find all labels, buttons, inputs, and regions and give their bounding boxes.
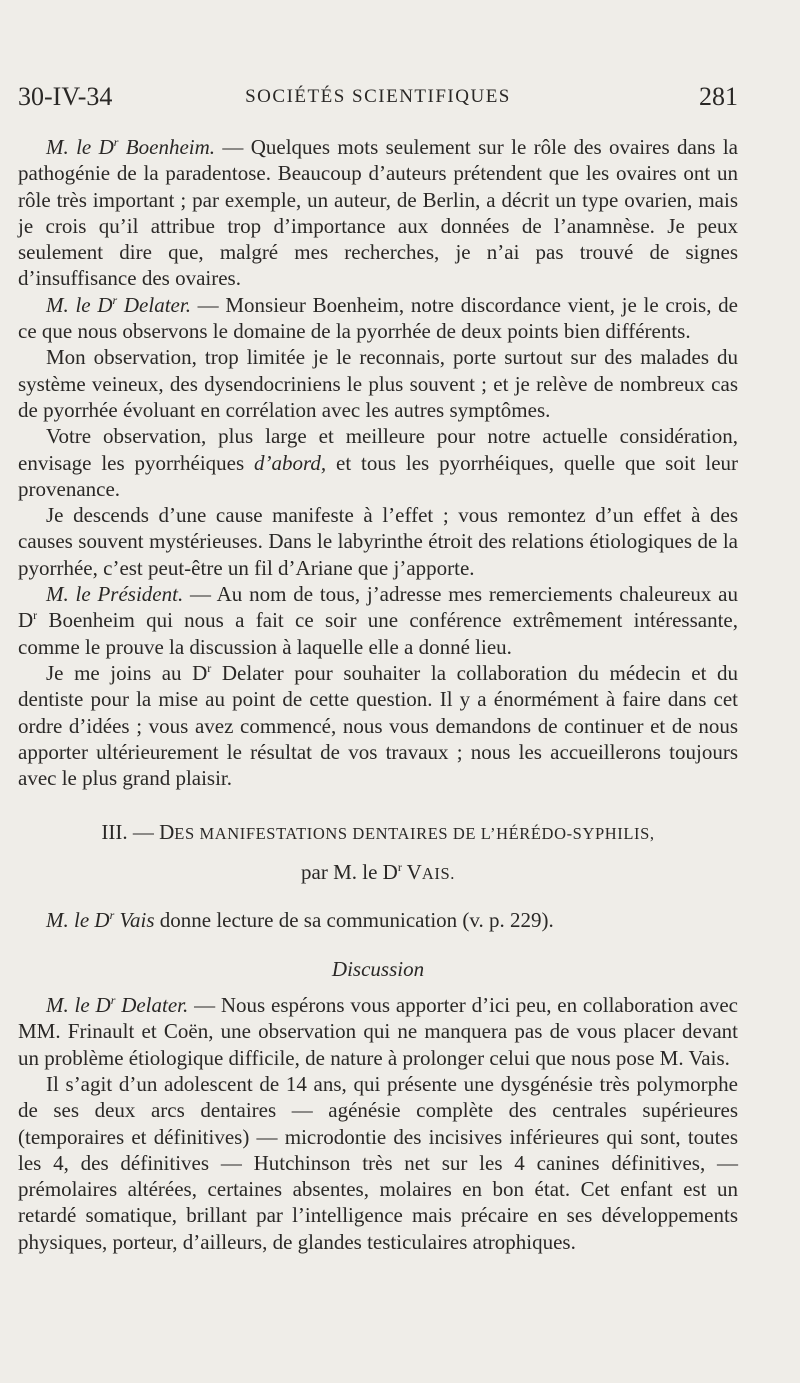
speaker-vais: M. le $D^r$ Vais [46,908,155,933]
page-body [18,134,738,1255]
paragraph-delater-reply: M. le $D^r$ Delater. — Monsieur Boenheim, notre discordance vient, je le crois, de ce que nous observons le domaine de la pyorrhée de deux points bien différents. [18,292,738,344]
speaker-delater: M. le $D^r$ Delater. [46,292,191,317]
paragraph-president: M. le Président. — Au nom de tous, j’adresse mes remerciements chaleureux au $D^r$ Boenheim qui nous a fait ce soir une conférence extrêmement intéressante, comme le prouve la discussion à laquelle elle a donné lieu. [18,582,738,659]
paragraph-votre-observation: Votre observation, plus large et meilleure pour notre actuelle considération, envisage les pyorrhéiques d’abord, et tous les pyorrhéiques, quelle que soit leur provenance. [18,424,739,501]
paragraph-adolescent: Il s’agit d’un adolescent de 14 ans, qui présente une dysgénésie très polymorphe de ses deux arcs dentaires — agénésie complète des centrales supérieures (temporaires et définitives) — microdontie des incisives inférieures qui sont, toutes les 4, des définitives — Hutchinson très net sur les 4 canines définitives, — prémolaires altérées, certaines absentes, molaires en bon état. Cet enfant est un retardé somatique, brillant par l’intelligence mais précaire en ses développements physiques, porteur, d’ailleurs, de glandes testiculaires atrophiques. [18,1071,738,1254]
page-number: 281 [699,82,738,111]
paragraph-boenheim: M. le $D^r$ Boenheim. — Quelques mots seulement sur le rôle des ovaires dans la pathogénie de la paradentose. Beaucoup d’auteurs prétendent que les ovaires ont un rôle très important ; par exemple, un auteur, de Berlin, a décrit un type ovarien, mais je crois qu’il attribue trop d’importance aux données de l’anamnèse. Je peux seulement dire que, malgré mes recherches, je n’ai pas trouvé de signes d’insuffisance des ovaires. [18,135,738,291]
running-header [18,82,738,116]
speaker-boenheim: M. le $D^r$ Boenheim. [46,135,216,159]
section-byline: par M. le $D^r$ VAIS. [301,860,455,885]
speaker-delater-2: M. le $D^r$ Delater. [46,993,189,1018]
header-title: SOCIÉTÉS SCIENTIFIQUES [245,86,511,107]
paragraph-delater-discussion: M. le $D^r$ Delater. — Nous espérons vous apporter d’ici peu, en collaboration avec MM. Frinault et Coën, une observation qui ne manquera pas de vous placer devant un problème étiologique difficile, de nature à prolonger celui que nous pose M. Vais. [18,993,738,1070]
discussion-heading: Discussion [331,956,425,981]
paragraph-joins: Je me joins au $D^r$ Delater pour souhaiter la collaboration du médecin et du dentiste pour la mise au point de cette question. Il y a énormément à faire dans cet ordre d’idées ; vous avez commencé, nous vous demandons de continuer et de nous apporter ultérieurement le résultat de vos travaux ; nous les accueillerons toujours avec le plus grand plaisir. [18,660,738,791]
paragraph-lecture: M. le $D^r$ Vais donne lecture de sa communication (v. p. 229). [46,908,554,933]
speaker-president: M. le Président. [46,582,184,607]
paragraph-descends: Je descends d’une cause manifeste à l’effet ; vous remontez d’un effet à des causes souvent mystérieuses. Dans le labyrinthe étroit des relations étiologiques de la pyorrhée, c’est peut-être un fil d’Ariane que j’apporte. [18,503,738,580]
paragraph-observation: Mon observation, trop limitée je le reconnais, porte surtout sur des malades du système veineux, des dysendocriniens le plus souvent ; et je relève de nombreux cas de pyorrhée évoluant en corrélation avec les autres symptômes. [18,345,738,422]
section-heading: III. — DES MANIFESTATIONS DENTAIRES DE L’HÉRÉDO-SYPHILIS, [101,820,655,845]
header-date: 30-IV-34 [18,82,113,111]
